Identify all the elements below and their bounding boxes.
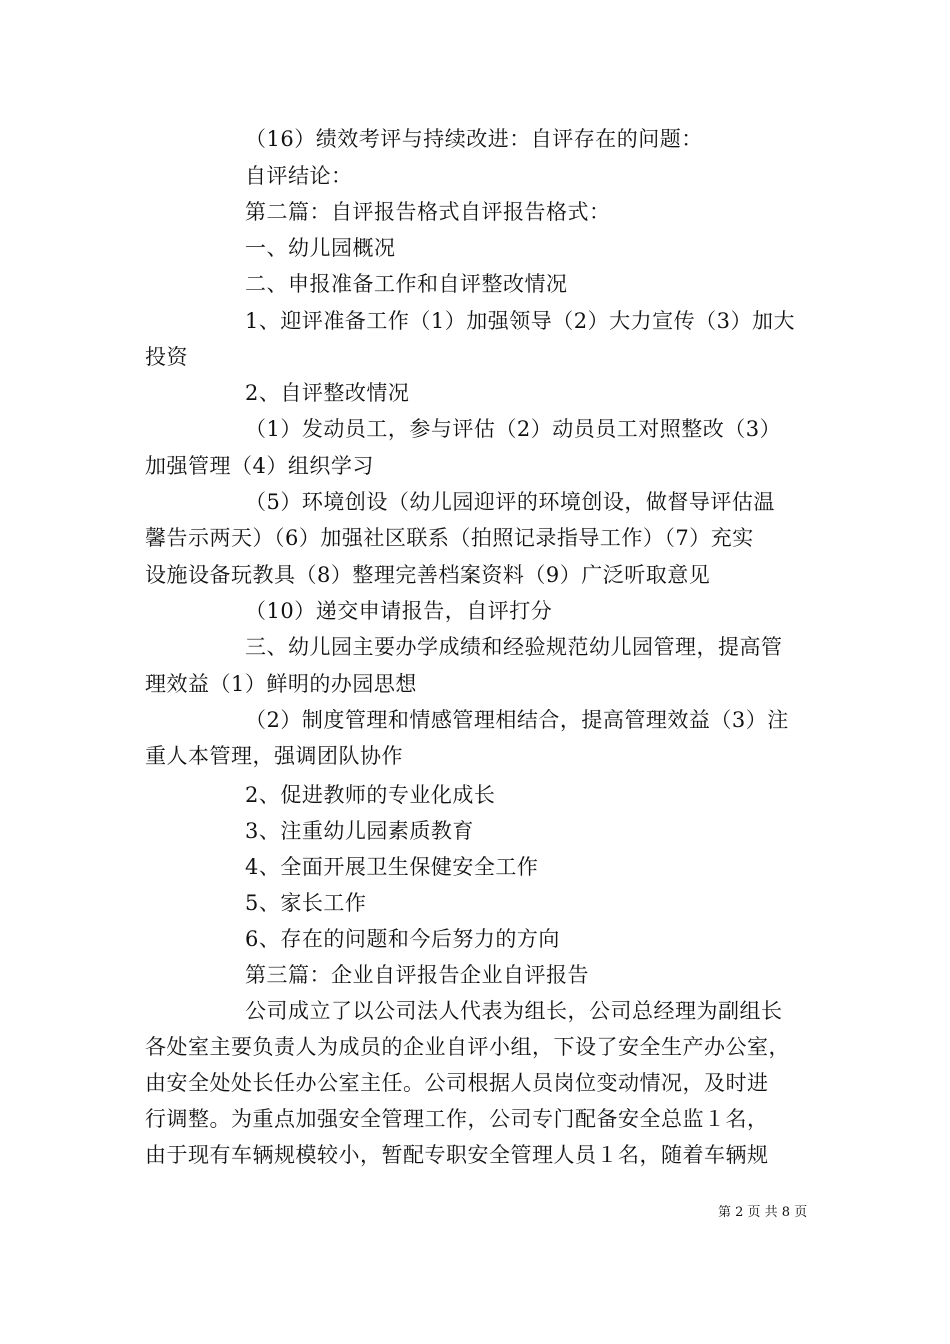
text-line: 公司成立了以公司法人代表为组长，公司总经理为副组长: [245, 999, 783, 1023]
section-heading: 第三篇：企业自评报告企业自评报告: [245, 963, 589, 987]
text-line: 2、自评整改情况: [245, 381, 410, 405]
text-line: 加强管理（4）组织学习: [145, 454, 374, 478]
text-line: 由安全处处长任办公室主任。公司根据人员岗位变动情况，及时进: [145, 1071, 769, 1095]
page-footer: 第 2 页 共 8 页: [718, 1205, 808, 1220]
text-line: 自评结论：: [245, 164, 353, 188]
text-line: 重人本管理，强调团队协作: [145, 744, 403, 768]
text-line: 3、注重幼儿园素质教育: [245, 819, 474, 843]
text-line: 行调整。为重点加强安全管理工作，公司专门配备安全总监１名，: [145, 1107, 769, 1131]
text-line: 1、迎评准备工作（1）加强领导（2）大力宣传（3）加大: [245, 309, 795, 333]
text-line: 二、申报准备工作和自评整改情况: [245, 272, 568, 296]
text-line: 馨告示两天）（6）加强社区联系（拍照记录指导工作）（7）充实: [145, 526, 754, 550]
text-line: 投资: [145, 345, 188, 369]
text-line: （1）发动员工，参与评估（2）动员员工对照整改（3）: [245, 417, 782, 441]
text-line: 设施设备玩教具（8）整理完善档案资料（9）广泛听取意见: [145, 563, 711, 587]
text-line: （2）制度管理和情感管理相结合，提高管理效益（3）注: [245, 708, 789, 732]
text-line: 2、促进教师的专业化成长: [245, 783, 496, 807]
text-line: （5）环境创设（幼儿园迎评的环境创设，做督导评估温: [245, 490, 775, 514]
text-line: 5、家长工作: [245, 891, 367, 915]
text-line: 4、全面开展卫生保健安全工作: [245, 855, 539, 879]
text-line: 由于现有车辆规模较小，暂配专职安全管理人员１名，随着车辆规: [145, 1143, 769, 1167]
text-line: （16）绩效考评与持续改进：自评存在的问题：: [245, 127, 703, 151]
section-heading: 第二篇：自评报告格式自评报告格式：: [245, 200, 611, 224]
text-line: 理效益（1）鲜明的办园思想: [145, 672, 417, 696]
text-line: 各处室主要负责人为成员的企业自评小组，下设了安全生产办公室，: [145, 1035, 790, 1059]
text-line: 6、存在的问题和今后努力的方向: [245, 927, 560, 951]
text-line: 一、幼儿园概况: [245, 236, 396, 260]
text-line: 三、幼儿园主要办学成绩和经验规范幼儿园管理，提高管: [245, 635, 783, 659]
text-line: （10）递交申请报告，自评打分: [245, 599, 553, 623]
